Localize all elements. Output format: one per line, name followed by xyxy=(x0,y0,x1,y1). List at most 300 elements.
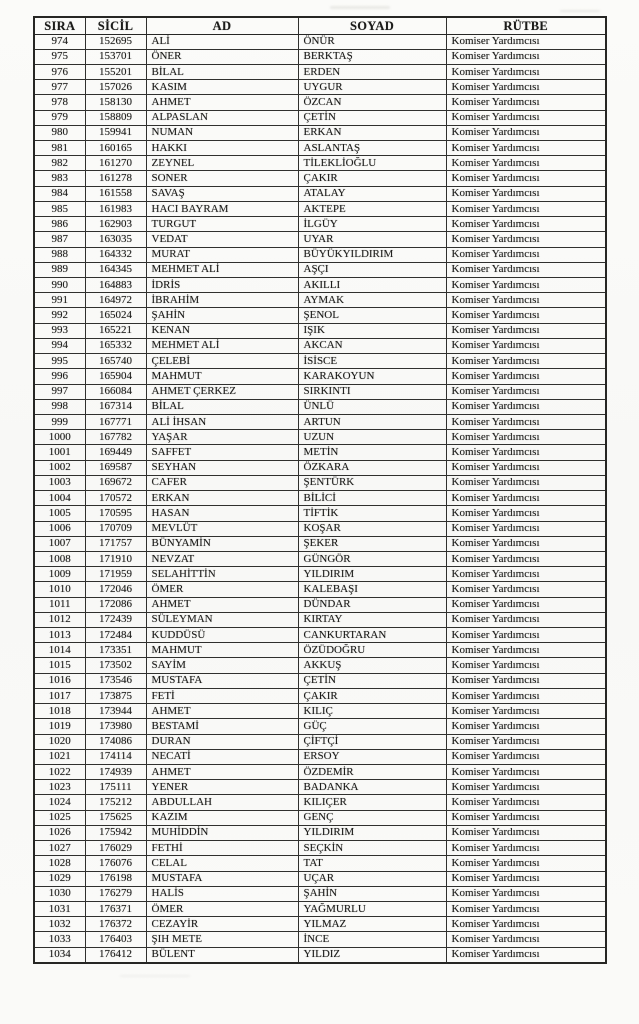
cell-rutbe: Komiser Yardımcısı xyxy=(446,719,606,734)
cell-soyad: SIRKINTI xyxy=(298,384,446,399)
cell-soyad: ÇİFTÇİ xyxy=(298,734,446,749)
table-row xyxy=(34,810,606,825)
cell-sira: 1026 xyxy=(34,825,85,840)
cell-soyad: YILMAZ xyxy=(298,917,446,932)
cell-rutbe: Komiser Yardımcısı xyxy=(446,567,606,582)
cell-sicil: 175212 xyxy=(85,795,146,810)
table-row xyxy=(34,414,606,429)
cell-sicil: 152695 xyxy=(85,34,146,49)
cell-sicil: 161270 xyxy=(85,156,146,171)
table-row xyxy=(34,369,606,384)
cell-soyad: KILIÇ xyxy=(298,704,446,719)
cell-soyad: YILDIZ xyxy=(298,947,446,963)
cell-soyad: UÇAR xyxy=(298,871,446,886)
cell-sira: 1005 xyxy=(34,506,85,521)
table-row xyxy=(34,247,606,262)
cell-sicil: 167314 xyxy=(85,399,146,414)
table-row xyxy=(34,430,606,445)
cell-sicil: 165740 xyxy=(85,354,146,369)
table-row xyxy=(34,521,606,536)
cell-sira: 1032 xyxy=(34,917,85,932)
cell-ad: CELAL xyxy=(146,856,298,871)
cell-sira: 989 xyxy=(34,262,85,277)
cell-ad: HAKKI xyxy=(146,141,298,156)
cell-soyad: GÜÇ xyxy=(298,719,446,734)
table-row xyxy=(34,947,606,963)
cell-sicil: 165024 xyxy=(85,308,146,323)
cell-rutbe: Komiser Yardımcısı xyxy=(446,673,606,688)
cell-sicil: 169672 xyxy=(85,475,146,490)
cell-sicil: 172046 xyxy=(85,582,146,597)
cell-sicil: 170572 xyxy=(85,491,146,506)
cell-sicil: 171959 xyxy=(85,567,146,582)
cell-ad: ÇELEBİ xyxy=(146,354,298,369)
cell-sira: 976 xyxy=(34,64,85,79)
cell-ad: HALİS xyxy=(146,886,298,901)
table-row xyxy=(34,765,606,780)
cell-soyad: İLGÜY xyxy=(298,217,446,232)
cell-rutbe: Komiser Yardımcısı xyxy=(446,217,606,232)
cell-sira: 983 xyxy=(34,171,85,186)
table-row xyxy=(34,901,606,916)
table-row xyxy=(34,156,606,171)
cell-sira: 1002 xyxy=(34,460,85,475)
cell-ad: ALPASLAN xyxy=(146,110,298,125)
cell-sicil: 170595 xyxy=(85,506,146,521)
table-row xyxy=(34,551,606,566)
cell-rutbe: Komiser Yardımcısı xyxy=(446,475,606,490)
cell-rutbe: Komiser Yardımcısı xyxy=(446,445,606,460)
personnel-roster-table xyxy=(33,16,607,964)
cell-ad: MAHMUT xyxy=(146,643,298,658)
cell-soyad: KIRTAY xyxy=(298,612,446,627)
cell-ad: ÖMER xyxy=(146,582,298,597)
cell-sira: 1009 xyxy=(34,567,85,582)
cell-soyad: ÖZCAN xyxy=(298,95,446,110)
cell-soyad: KILIÇER xyxy=(298,795,446,810)
cell-sicil: 155201 xyxy=(85,64,146,79)
table-row xyxy=(34,825,606,840)
cell-ad: AHMET xyxy=(146,765,298,780)
cell-soyad: ARTUN xyxy=(298,414,446,429)
cell-soyad: UYGUR xyxy=(298,80,446,95)
cell-rutbe: Komiser Yardımcısı xyxy=(446,95,606,110)
table-row xyxy=(34,262,606,277)
scan-artifact xyxy=(120,975,190,977)
cell-ad: AHMET xyxy=(146,95,298,110)
cell-ad: SAVAŞ xyxy=(146,186,298,201)
table-row xyxy=(34,141,606,156)
cell-sira: 1018 xyxy=(34,704,85,719)
table-row xyxy=(34,917,606,932)
cell-sira: 1006 xyxy=(34,521,85,536)
cell-sira: 1000 xyxy=(34,430,85,445)
cell-sicil: 164972 xyxy=(85,293,146,308)
cell-sira: 1003 xyxy=(34,475,85,490)
cell-rutbe: Komiser Yardımcısı xyxy=(446,110,606,125)
cell-sira: 1020 xyxy=(34,734,85,749)
cell-soyad: KOŞAR xyxy=(298,521,446,536)
cell-rutbe: Komiser Yardımcısı xyxy=(446,795,606,810)
cell-rutbe: Komiser Yardımcısı xyxy=(446,49,606,64)
cell-ad: SÜLEYMAN xyxy=(146,612,298,627)
cell-ad: BÜLENT xyxy=(146,947,298,963)
cell-soyad: UYAR xyxy=(298,232,446,247)
cell-rutbe: Komiser Yardımcısı xyxy=(446,810,606,825)
table-row xyxy=(34,597,606,612)
cell-rutbe: Komiser Yardımcısı xyxy=(446,521,606,536)
table-row xyxy=(34,293,606,308)
table-row xyxy=(34,186,606,201)
cell-sicil: 169587 xyxy=(85,460,146,475)
cell-soyad: AKCAN xyxy=(298,338,446,353)
cell-ad: ŞIH METE xyxy=(146,932,298,947)
cell-sira: 1027 xyxy=(34,841,85,856)
cell-sicil: 162903 xyxy=(85,217,146,232)
cell-soyad: TİFTİK xyxy=(298,506,446,521)
cell-rutbe: Komiser Yardımcısı xyxy=(446,734,606,749)
cell-rutbe: Komiser Yardımcısı xyxy=(446,399,606,414)
table-row xyxy=(34,795,606,810)
cell-ad: DURAN xyxy=(146,734,298,749)
column-header-rutbe: RÜTBE xyxy=(446,17,606,34)
table-row xyxy=(34,64,606,79)
cell-rutbe: Komiser Yardımcısı xyxy=(446,141,606,156)
cell-sira: 1030 xyxy=(34,886,85,901)
cell-rutbe: Komiser Yardımcısı xyxy=(446,186,606,201)
cell-sicil: 169449 xyxy=(85,445,146,460)
cell-sira: 984 xyxy=(34,186,85,201)
cell-soyad: AKILLI xyxy=(298,278,446,293)
cell-rutbe: Komiser Yardımcısı xyxy=(446,64,606,79)
cell-sicil: 165332 xyxy=(85,338,146,353)
cell-sicil: 173351 xyxy=(85,643,146,658)
cell-soyad: ŞENOL xyxy=(298,308,446,323)
cell-ad: YAŞAR xyxy=(146,430,298,445)
cell-ad: BESTAMİ xyxy=(146,719,298,734)
cell-sicil: 164345 xyxy=(85,262,146,277)
cell-sicil: 166084 xyxy=(85,384,146,399)
cell-soyad: UZUN xyxy=(298,430,446,445)
cell-rutbe: Komiser Yardımcısı xyxy=(446,247,606,262)
cell-ad: MAHMUT xyxy=(146,369,298,384)
cell-rutbe: Komiser Yardımcısı xyxy=(446,582,606,597)
table-row xyxy=(34,491,606,506)
cell-sicil: 161558 xyxy=(85,186,146,201)
cell-sira: 985 xyxy=(34,201,85,216)
cell-sira: 991 xyxy=(34,293,85,308)
cell-sicil: 167782 xyxy=(85,430,146,445)
cell-rutbe: Komiser Yardımcısı xyxy=(446,749,606,764)
cell-sira: 992 xyxy=(34,308,85,323)
cell-rutbe: Komiser Yardımcısı xyxy=(446,688,606,703)
cell-rutbe: Komiser Yardımcısı xyxy=(446,841,606,856)
table-row xyxy=(34,688,606,703)
cell-sira: 1016 xyxy=(34,673,85,688)
cell-ad: AHMET xyxy=(146,597,298,612)
table-row xyxy=(34,460,606,475)
cell-soyad: ÖZDEMİR xyxy=(298,765,446,780)
cell-ad: MUHİDDİN xyxy=(146,825,298,840)
cell-sira: 1015 xyxy=(34,658,85,673)
cell-sicil: 160165 xyxy=(85,141,146,156)
cell-sira: 994 xyxy=(34,338,85,353)
cell-ad: SELAHİTTİN xyxy=(146,567,298,582)
cell-sira: 1021 xyxy=(34,749,85,764)
cell-soyad: YILDIRIM xyxy=(298,825,446,840)
cell-sicil: 176029 xyxy=(85,841,146,856)
cell-rutbe: Komiser Yardımcısı xyxy=(446,460,606,475)
cell-ad: VEDAT xyxy=(146,232,298,247)
table-row xyxy=(34,110,606,125)
cell-ad: CEZAYİR xyxy=(146,917,298,932)
cell-sicil: 173502 xyxy=(85,658,146,673)
cell-rutbe: Komiser Yardımcısı xyxy=(446,171,606,186)
cell-sira: 1017 xyxy=(34,688,85,703)
cell-ad: MEHMET ALİ xyxy=(146,262,298,277)
cell-soyad: ATALAY xyxy=(298,186,446,201)
cell-sira: 1008 xyxy=(34,551,85,566)
cell-sicil: 165221 xyxy=(85,323,146,338)
cell-sicil: 176372 xyxy=(85,917,146,932)
column-header-sicil: SİCİL xyxy=(85,17,146,34)
cell-rutbe: Komiser Yardımcısı xyxy=(446,308,606,323)
cell-soyad: YILDIRIM xyxy=(298,567,446,582)
cell-rutbe: Komiser Yardımcısı xyxy=(446,80,606,95)
cell-soyad: IŞIK xyxy=(298,323,446,338)
cell-sira: 975 xyxy=(34,49,85,64)
cell-sira: 980 xyxy=(34,125,85,140)
cell-rutbe: Komiser Yardımcısı xyxy=(446,704,606,719)
cell-soyad: GÜNGÖR xyxy=(298,551,446,566)
table-row xyxy=(34,49,606,64)
cell-sicil: 172484 xyxy=(85,628,146,643)
cell-soyad: BİLİCİ xyxy=(298,491,446,506)
table-row xyxy=(34,399,606,414)
cell-soyad: İNCE xyxy=(298,932,446,947)
cell-rutbe: Komiser Yardımcısı xyxy=(446,232,606,247)
table-row xyxy=(34,536,606,551)
cell-sicil: 170709 xyxy=(85,521,146,536)
cell-soyad: BADANKA xyxy=(298,780,446,795)
cell-rutbe: Komiser Yardımcısı xyxy=(446,34,606,49)
cell-sicil: 175111 xyxy=(85,780,146,795)
cell-sicil: 161983 xyxy=(85,201,146,216)
cell-soyad: ŞAHİN xyxy=(298,886,446,901)
cell-soyad: ÇETİN xyxy=(298,110,446,125)
cell-rutbe: Komiser Yardımcısı xyxy=(446,597,606,612)
cell-sira: 1013 xyxy=(34,628,85,643)
cell-sira: 1022 xyxy=(34,765,85,780)
table-row xyxy=(34,384,606,399)
cell-ad: ALİ İHSAN xyxy=(146,414,298,429)
cell-sicil: 173980 xyxy=(85,719,146,734)
cell-rutbe: Komiser Yardımcısı xyxy=(446,780,606,795)
cell-sicil: 176412 xyxy=(85,947,146,963)
cell-rutbe: Komiser Yardımcısı xyxy=(446,354,606,369)
cell-soyad: ÖZÜDOĞRU xyxy=(298,643,446,658)
cell-ad: MUSTAFA xyxy=(146,871,298,886)
cell-soyad: ASLANTAŞ xyxy=(298,141,446,156)
cell-sicil: 173546 xyxy=(85,673,146,688)
cell-sicil: 163035 xyxy=(85,232,146,247)
scan-artifact xyxy=(330,6,390,9)
cell-rutbe: Komiser Yardımcısı xyxy=(446,369,606,384)
cell-ad: KAZIM xyxy=(146,810,298,825)
table-row xyxy=(34,125,606,140)
cell-rutbe: Komiser Yardımcısı xyxy=(446,901,606,916)
cell-rutbe: Komiser Yardımcısı xyxy=(446,293,606,308)
table-row xyxy=(34,217,606,232)
cell-ad: SEYHAN xyxy=(146,460,298,475)
cell-rutbe: Komiser Yardımcısı xyxy=(446,338,606,353)
cell-rutbe: Komiser Yardımcısı xyxy=(446,536,606,551)
cell-sicil: 157026 xyxy=(85,80,146,95)
table-row xyxy=(34,719,606,734)
cell-ad: MURAT xyxy=(146,247,298,262)
cell-sira: 1023 xyxy=(34,780,85,795)
cell-ad: FETHİ xyxy=(146,841,298,856)
cell-ad: YENER xyxy=(146,780,298,795)
cell-sira: 981 xyxy=(34,141,85,156)
column-header-ad: AD xyxy=(146,17,298,34)
table-row xyxy=(34,704,606,719)
cell-sicil: 164883 xyxy=(85,278,146,293)
cell-sira: 1031 xyxy=(34,901,85,916)
cell-soyad: AŞÇI xyxy=(298,262,446,277)
cell-sira: 1033 xyxy=(34,932,85,947)
cell-rutbe: Komiser Yardımcısı xyxy=(446,262,606,277)
cell-sira: 1014 xyxy=(34,643,85,658)
table-row xyxy=(34,354,606,369)
cell-ad: BİLAL xyxy=(146,399,298,414)
cell-sicil: 175942 xyxy=(85,825,146,840)
cell-rutbe: Komiser Yardımcısı xyxy=(446,491,606,506)
cell-ad: ZEYNEL xyxy=(146,156,298,171)
cell-ad: AHMET xyxy=(146,704,298,719)
cell-soyad: ERSOY xyxy=(298,749,446,764)
cell-ad: KUDDÜSÜ xyxy=(146,628,298,643)
table-row xyxy=(34,643,606,658)
cell-soyad: METİN xyxy=(298,445,446,460)
cell-sicil: 153701 xyxy=(85,49,146,64)
table-row xyxy=(34,506,606,521)
table-row xyxy=(34,171,606,186)
cell-ad: SAYİM xyxy=(146,658,298,673)
table-row xyxy=(34,628,606,643)
cell-sicil: 173944 xyxy=(85,704,146,719)
cell-soyad: İSİSCE xyxy=(298,354,446,369)
cell-rutbe: Komiser Yardımcısı xyxy=(446,430,606,445)
cell-sicil: 165904 xyxy=(85,369,146,384)
cell-ad: HASAN xyxy=(146,506,298,521)
cell-soyad: ERDEN xyxy=(298,64,446,79)
cell-sicil: 173875 xyxy=(85,688,146,703)
cell-sira: 990 xyxy=(34,278,85,293)
cell-soyad: GENÇ xyxy=(298,810,446,825)
cell-sicil: 172086 xyxy=(85,597,146,612)
cell-sira: 1010 xyxy=(34,582,85,597)
cell-sicil: 176403 xyxy=(85,932,146,947)
cell-sira: 986 xyxy=(34,217,85,232)
cell-sicil: 175625 xyxy=(85,810,146,825)
table-row xyxy=(34,886,606,901)
cell-sicil: 174086 xyxy=(85,734,146,749)
cell-sicil: 171910 xyxy=(85,551,146,566)
cell-sira: 987 xyxy=(34,232,85,247)
cell-rutbe: Komiser Yardımcısı xyxy=(446,917,606,932)
cell-sira: 1025 xyxy=(34,810,85,825)
cell-sicil: 176279 xyxy=(85,886,146,901)
cell-rutbe: Komiser Yardımcısı xyxy=(446,886,606,901)
table-row xyxy=(34,278,606,293)
cell-ad: ABDULLAH xyxy=(146,795,298,810)
cell-rutbe: Komiser Yardımcısı xyxy=(446,414,606,429)
cell-soyad: KARAKOYUN xyxy=(298,369,446,384)
cell-soyad: ŞENTÜRK xyxy=(298,475,446,490)
cell-soyad: DÜNDAR xyxy=(298,597,446,612)
cell-ad: ALİ xyxy=(146,34,298,49)
table-row xyxy=(34,475,606,490)
cell-ad: SAFFET xyxy=(146,445,298,460)
cell-rutbe: Komiser Yardımcısı xyxy=(446,384,606,399)
table-row xyxy=(34,841,606,856)
cell-soyad: AYMAK xyxy=(298,293,446,308)
table-body xyxy=(34,34,606,963)
table-row xyxy=(34,80,606,95)
cell-ad: MEVLÜT xyxy=(146,521,298,536)
column-header-soyad: SOYAD xyxy=(298,17,446,34)
cell-sira: 978 xyxy=(34,95,85,110)
cell-soyad: BÜYÜKYILDIRIM xyxy=(298,247,446,262)
cell-ad: ÖNER xyxy=(146,49,298,64)
table-row xyxy=(34,95,606,110)
cell-sira: 1029 xyxy=(34,871,85,886)
cell-sicil: 161278 xyxy=(85,171,146,186)
table-row xyxy=(34,567,606,582)
cell-ad: BİLAL xyxy=(146,64,298,79)
cell-soyad: ÇETİN xyxy=(298,673,446,688)
cell-ad: MEHMET ALİ xyxy=(146,338,298,353)
table-row xyxy=(34,232,606,247)
table-row xyxy=(34,445,606,460)
cell-sicil: 172439 xyxy=(85,612,146,627)
cell-rutbe: Komiser Yardımcısı xyxy=(446,125,606,140)
cell-ad: ERKAN xyxy=(146,491,298,506)
cell-ad: CAFER xyxy=(146,475,298,490)
cell-ad: ÖMER xyxy=(146,901,298,916)
cell-sicil: 176371 xyxy=(85,901,146,916)
cell-rutbe: Komiser Yardımcısı xyxy=(446,156,606,171)
table-row xyxy=(34,582,606,597)
cell-sira: 979 xyxy=(34,110,85,125)
cell-ad: MUSTAFA xyxy=(146,673,298,688)
cell-sira: 1034 xyxy=(34,947,85,963)
cell-rutbe: Komiser Yardımcısı xyxy=(446,506,606,521)
cell-ad: SONER xyxy=(146,171,298,186)
cell-ad: HACI BAYRAM xyxy=(146,201,298,216)
cell-soyad: ÖNÜR xyxy=(298,34,446,49)
table-row xyxy=(34,749,606,764)
cell-ad: İDRİS xyxy=(146,278,298,293)
cell-rutbe: Komiser Yardımcısı xyxy=(446,551,606,566)
cell-sira: 974 xyxy=(34,34,85,49)
cell-soyad: AKTEPE xyxy=(298,201,446,216)
table-row xyxy=(34,673,606,688)
cell-sira: 999 xyxy=(34,414,85,429)
table-row xyxy=(34,871,606,886)
cell-sira: 995 xyxy=(34,354,85,369)
